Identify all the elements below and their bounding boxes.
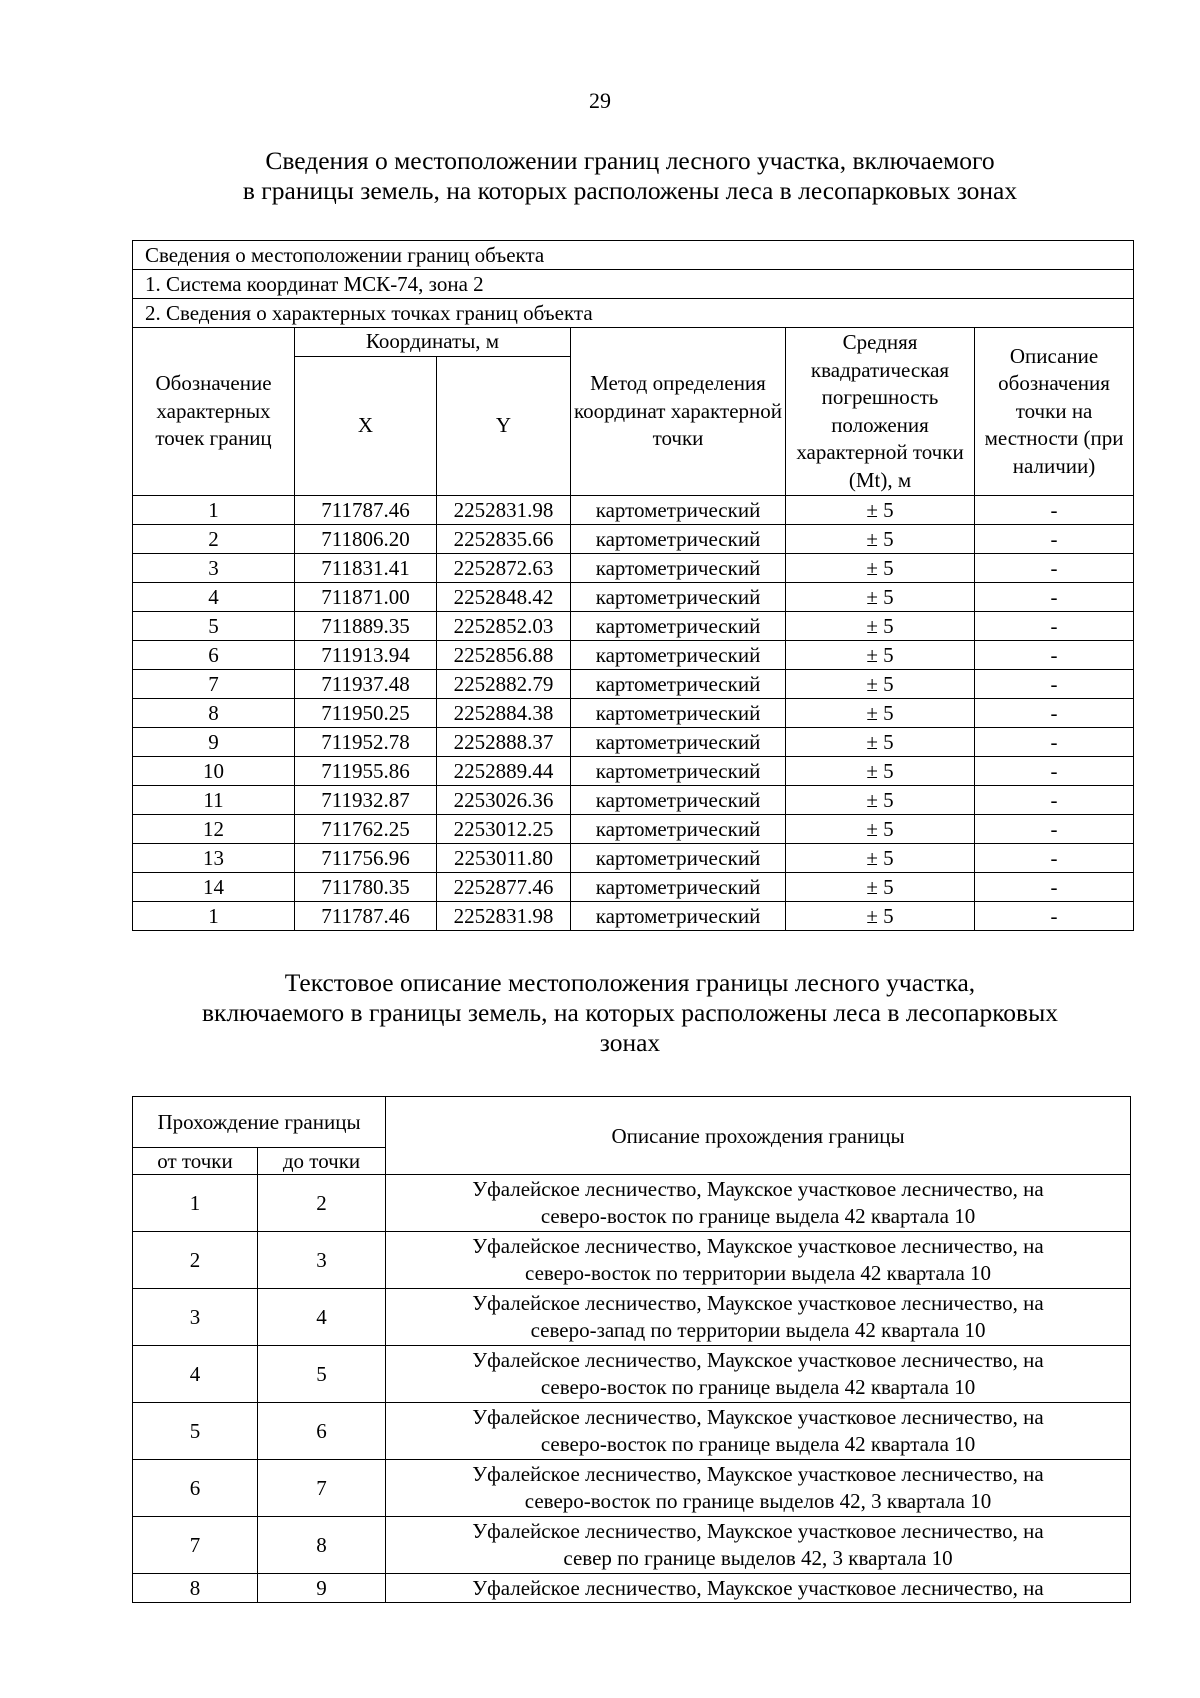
table-row (133, 1232, 1131, 1289)
y-cell: 2252872.63 (437, 554, 571, 583)
from-cell: 4 (133, 1346, 258, 1403)
to-cell: 6 (258, 1403, 386, 1460)
header-y: Y (437, 357, 571, 496)
x-cell: 711806.20 (295, 525, 437, 554)
point-cell: 10 (133, 757, 295, 786)
table-row (133, 612, 1134, 641)
header-passage: Прохождение границы (133, 1097, 386, 1148)
method-cell: картометрический (571, 757, 786, 786)
error-cell: ± 5 (786, 728, 975, 757)
table-row (133, 525, 1134, 554)
page-number: 29 (589, 88, 611, 113)
description-cell (386, 1346, 1131, 1403)
description-cell (386, 1460, 1131, 1517)
description-cell (386, 1289, 1131, 1346)
x-cell: 711955.86 (295, 757, 437, 786)
header-boundary-description: Описание прохождения границы (386, 1097, 1131, 1175)
table-row (133, 728, 1134, 757)
method-cell: картометрический (571, 815, 786, 844)
desc-cell: - (975, 670, 1134, 699)
error-cell: ± 5 (786, 583, 975, 612)
error-cell: ± 5 (786, 786, 975, 815)
desc-cell: - (975, 757, 1134, 786)
header-designation: Обозначение характерных точек границ (133, 328, 295, 496)
to-cell: 7 (258, 1460, 386, 1517)
method-cell: картометрический (571, 554, 786, 583)
point-cell: 2 (133, 525, 295, 554)
point-cell: 11 (133, 786, 295, 815)
title-line: включаемого в границы земель, на которых расположены леса в лесопарковых (202, 998, 1058, 1027)
method-cell: картометрический (571, 699, 786, 728)
from-cell: 3 (133, 1289, 258, 1346)
desc-cell: - (975, 728, 1134, 757)
error-cell: ± 5 (786, 554, 975, 583)
desc-cell: - (975, 844, 1134, 873)
error-cell: ± 5 (786, 815, 975, 844)
table-row (133, 554, 1134, 583)
header-to-point: до точки (258, 1148, 386, 1175)
point-cell: 13 (133, 844, 295, 873)
error-cell: ± 5 (786, 902, 975, 931)
error-cell: ± 5 (786, 670, 975, 699)
point-cell: 9 (133, 728, 295, 757)
to-cell: 4 (258, 1289, 386, 1346)
method-cell: картометрический (571, 612, 786, 641)
description-line: Уфалейское лесничество, Маукское участковое лесничество, на (472, 1291, 1044, 1315)
x-cell: 711762.25 (295, 815, 437, 844)
method-cell: картометрический (571, 670, 786, 699)
table-row (133, 1289, 1131, 1346)
point-cell: 12 (133, 815, 295, 844)
desc-cell: - (975, 496, 1134, 525)
header-method: Метод определения координат характерной точки (571, 328, 786, 496)
x-cell: 711889.35 (295, 612, 437, 641)
point-cell: 1 (133, 496, 295, 525)
method-cell: картометрический (571, 641, 786, 670)
point-cell: 7 (133, 670, 295, 699)
to-cell: 2 (258, 1175, 386, 1232)
x-cell: 711780.35 (295, 873, 437, 902)
error-cell: ± 5 (786, 612, 975, 641)
description-line: Уфалейское лесничество, Маукское участковое лесничество, на (472, 1405, 1044, 1429)
section-title-description (140, 968, 1120, 1058)
from-cell: 2 (133, 1232, 258, 1289)
x-cell: 711871.00 (295, 583, 437, 612)
table-row (133, 699, 1134, 728)
method-cell: картометрический (571, 902, 786, 931)
x-cell: 711913.94 (295, 641, 437, 670)
to-cell: 8 (258, 1517, 386, 1574)
coordinates-table (132, 240, 1134, 931)
table-row (133, 844, 1134, 873)
header-x: X (295, 357, 437, 496)
point-cell: 1 (133, 902, 295, 931)
description-line: Уфалейское лесничество, Маукское участковое лесничество, на (472, 1348, 1044, 1372)
description-line: северо-восток по территории выдела 42 квартала 10 (525, 1261, 992, 1285)
y-cell: 2253026.36 (437, 786, 571, 815)
section-title-coordinates (100, 146, 1160, 206)
description-line: Уфалейское лесничество, Маукское участковое лесничество, на (472, 1519, 1044, 1543)
point-cell: 3 (133, 554, 295, 583)
point-cell: 8 (133, 699, 295, 728)
desc-cell: - (975, 786, 1134, 815)
point-cell: 5 (133, 612, 295, 641)
y-cell: 2252888.37 (437, 728, 571, 757)
from-cell: 5 (133, 1403, 258, 1460)
point-cell: 4 (133, 583, 295, 612)
x-cell: 711932.87 (295, 786, 437, 815)
title-line: Текстовое описание местоположения границы лесного участка, (284, 968, 976, 997)
description-line: северо-запад по территории выдела 42 квартала 10 (530, 1318, 986, 1342)
table-row (133, 641, 1134, 670)
y-cell: 2252848.42 (437, 583, 571, 612)
error-cell: ± 5 (786, 641, 975, 670)
point-cell: 14 (133, 873, 295, 902)
error-cell: ± 5 (786, 699, 975, 728)
to-cell: 5 (258, 1346, 386, 1403)
table-row (133, 873, 1134, 902)
desc-cell: - (975, 699, 1134, 728)
table-row (133, 1175, 1131, 1232)
table-row (133, 583, 1134, 612)
from-cell: 1 (133, 1175, 258, 1232)
description-cell (386, 1175, 1131, 1232)
points-info-row: 2. Сведения о характерных точках границ объекта (133, 299, 1134, 328)
table-row (133, 815, 1134, 844)
desc-cell: - (975, 641, 1134, 670)
desc-cell: - (975, 873, 1134, 902)
error-cell: ± 5 (786, 873, 975, 902)
y-cell: 2252882.79 (437, 670, 571, 699)
x-cell: 711787.46 (295, 902, 437, 931)
x-cell: 711787.46 (295, 496, 437, 525)
method-cell: картометрический (571, 786, 786, 815)
table-row (133, 757, 1134, 786)
x-cell: 711831.41 (295, 554, 437, 583)
y-cell: 2252877.46 (437, 873, 571, 902)
description-line: северо-восток по границе выдела 42 квартала 10 (540, 1375, 976, 1399)
desc-cell: - (975, 554, 1134, 583)
desc-cell: - (975, 525, 1134, 554)
header-coordinates: Координаты, м (295, 328, 571, 357)
method-cell: картометрический (571, 496, 786, 525)
to-cell: 9 (258, 1574, 386, 1603)
description-cell (386, 1517, 1131, 1574)
table-row (133, 1403, 1131, 1460)
description-line: север по границе выделов 42, 3 квартала 10 (563, 1546, 953, 1570)
x-cell: 711952.78 (295, 728, 437, 757)
y-cell: 2252831.98 (437, 496, 571, 525)
from-cell: 6 (133, 1460, 258, 1517)
method-cell: картометрический (571, 873, 786, 902)
title-line: в границы земель, на которых расположены леса в лесопарковых зонах (242, 176, 1018, 205)
error-cell: ± 5 (786, 496, 975, 525)
y-cell: 2252835.66 (437, 525, 571, 554)
from-cell: 8 (133, 1574, 258, 1603)
table-row (133, 496, 1134, 525)
method-cell: картометрический (571, 525, 786, 554)
y-cell: 2253011.80 (437, 844, 571, 873)
table-row (133, 1517, 1131, 1574)
table-row (133, 786, 1134, 815)
description-line: Уфалейское лесничество, Маукское участковое лесничество, на (472, 1234, 1044, 1258)
title-line: зонах (599, 1028, 661, 1057)
to-cell: 3 (258, 1232, 386, 1289)
desc-cell: - (975, 612, 1134, 641)
method-cell: картометрический (571, 583, 786, 612)
boundary-description-table (132, 1096, 1131, 1603)
error-cell: ± 5 (786, 844, 975, 873)
method-cell: картометрический (571, 844, 786, 873)
header-description: Описание обозначения точки на местности (при наличии) (975, 328, 1134, 496)
y-cell: 2252884.38 (437, 699, 571, 728)
description-line: северо-восток по границе выдела 42 квартала 10 (540, 1432, 976, 1456)
description-line: северо-восток по границе выделов 42, 3 квартала 10 (524, 1489, 992, 1513)
y-cell: 2252831.98 (437, 902, 571, 931)
table-caption: Сведения о местоположении границ объекта (133, 241, 1134, 270)
desc-cell: - (975, 902, 1134, 931)
description-cell (386, 1232, 1131, 1289)
x-cell: 711950.25 (295, 699, 437, 728)
table-row (133, 1460, 1131, 1517)
description-cell (386, 1403, 1131, 1460)
table-row (133, 902, 1134, 931)
y-cell: 2252856.88 (437, 641, 571, 670)
table-row (133, 1346, 1131, 1403)
error-cell: ± 5 (786, 525, 975, 554)
y-cell: 2252852.03 (437, 612, 571, 641)
y-cell: 2252889.44 (437, 757, 571, 786)
x-cell: 711937.48 (295, 670, 437, 699)
description-cell (386, 1574, 1131, 1603)
method-cell: картометрический (571, 728, 786, 757)
desc-cell: - (975, 583, 1134, 612)
title-line: Сведения о местоположении границ лесного участка, включаемого (265, 146, 995, 175)
point-cell: 6 (133, 641, 295, 670)
y-cell: 2253012.25 (437, 815, 571, 844)
table-row (133, 1574, 1131, 1603)
header-from-point: от точки (133, 1148, 258, 1175)
description-line: Уфалейское лесничество, Маукское участковое лесничество, на (472, 1177, 1044, 1201)
description-line: северо-восток по границе выдела 42 квартала 10 (540, 1204, 976, 1228)
header-error: Средняя квадратическая погрешность положения характерной точки (Mt), м (786, 328, 975, 496)
coordinate-system-row: 1. Система координат МСК-74, зона 2 (133, 270, 1134, 299)
description-line: Уфалейское лесничество, Маукское участковое лесничество, на (472, 1576, 1044, 1600)
description-line: Уфалейское лесничество, Маукское участковое лесничество, на (472, 1462, 1044, 1486)
desc-cell: - (975, 815, 1134, 844)
from-cell: 7 (133, 1517, 258, 1574)
x-cell: 711756.96 (295, 844, 437, 873)
table-row (133, 670, 1134, 699)
error-cell: ± 5 (786, 757, 975, 786)
